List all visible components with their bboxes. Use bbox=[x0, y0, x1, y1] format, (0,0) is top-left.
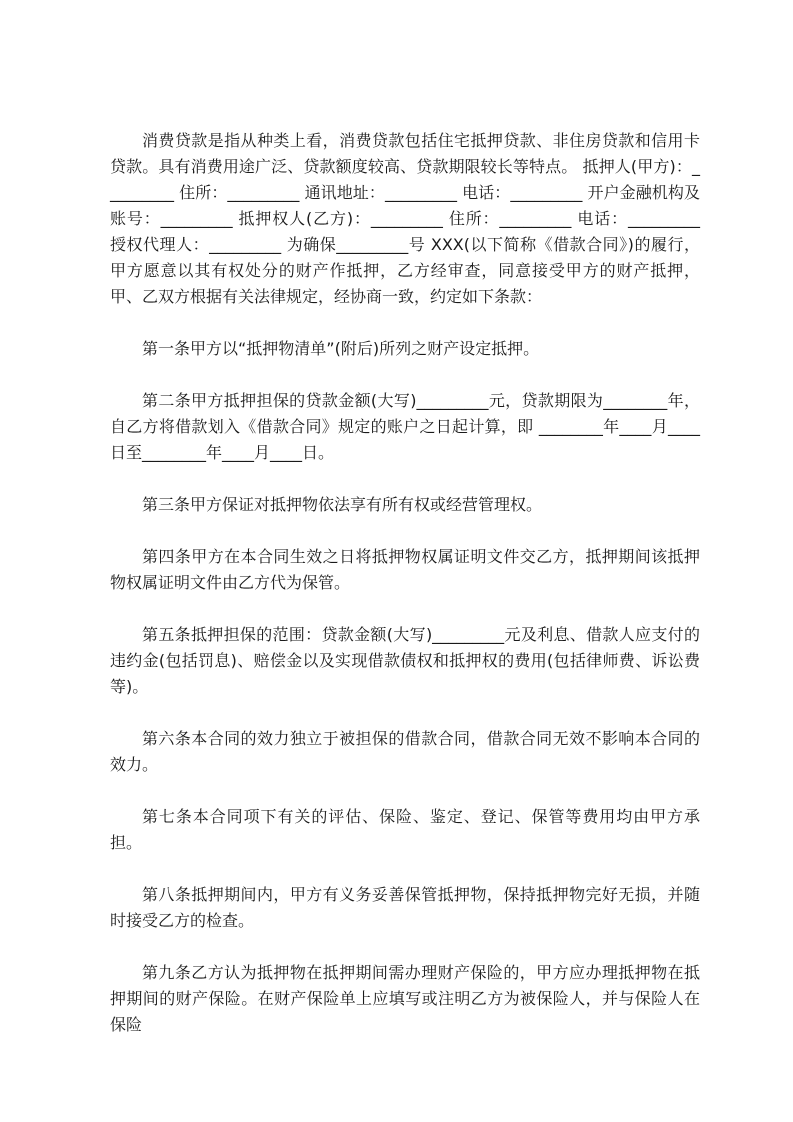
article-4: 第四条甲方在本合同生效之日将抵押物权属证明文件交乙方，抵押期间该抵押物权属证明文件由乙方代为保管。 bbox=[110, 547, 700, 592]
document-body bbox=[110, 128, 700, 1038]
article-2: 第二条甲方抵押担保的贷款金额(大写)_________元，贷款期限为________年，自乙方将借款划入《借款合同》规定的账户之日起计算，即 ________年____月____日至________年____月____日。 bbox=[110, 391, 700, 462]
article-1: 第一条甲方以“抵押物清单”(附后)所列之财产设定抵押。 bbox=[142, 339, 540, 358]
article-6: 第六条本合同的效力独立于被担保的借款合同，借款合同无效不影响本合同的效力。 bbox=[110, 729, 700, 774]
article-7: 第七条本合同项下有关的评估、保险、鉴定、登记、保管等费用均由甲方承担。 bbox=[110, 807, 700, 852]
article-8: 第八条抵押期间内，甲方有义务妥善保管抵押物，保持抵押物完好无损，并随时接受乙方的检查。 bbox=[110, 885, 700, 930]
article-9: 第九条乙方认为抵押物在抵押期间需办理财产保险的，甲方应办理抵押物在抵押期间的财产保险。在财产保险单上应填写或注明乙方为被保险人，并与保险人在保险 bbox=[110, 963, 700, 1034]
article-5: 第五条抵押担保的范围：贷款金额(大写)_________元及利息、借款人应支付的违约金(包括罚息)、赔偿金以及实现借款债权和抵押权的费用(包括律师费、诉讼费等)。 bbox=[110, 625, 700, 696]
article-3: 第三条甲方保证对抵押物依法享有所有权或经营管理权。 bbox=[142, 495, 543, 514]
intro-paragraph: 消费贷款是指从种类上看，消费贷款包括住宅抵押贷款、非住房贷款和信用卡贷款。具有消费用途广泛、贷款额度较高、贷款期限较长等特点。 抵押人(甲方)：_________ 住所：_________ 通讯地址：_________ 电话：_________ 开户金融机构及账号：_________ 抵押权人(乙方)：_________ 住所：_________ 电话：_________ 授权代理人：_________ 为确保_________号 XXX(以下简称《借款合同》)的履行，甲方愿意以其有权处分的财产作抵押，乙方经审查，同意接受甲方的财产抵押，甲、乙双方根据有关法律规定，经协商一致，约定如下条款： bbox=[110, 131, 700, 306]
